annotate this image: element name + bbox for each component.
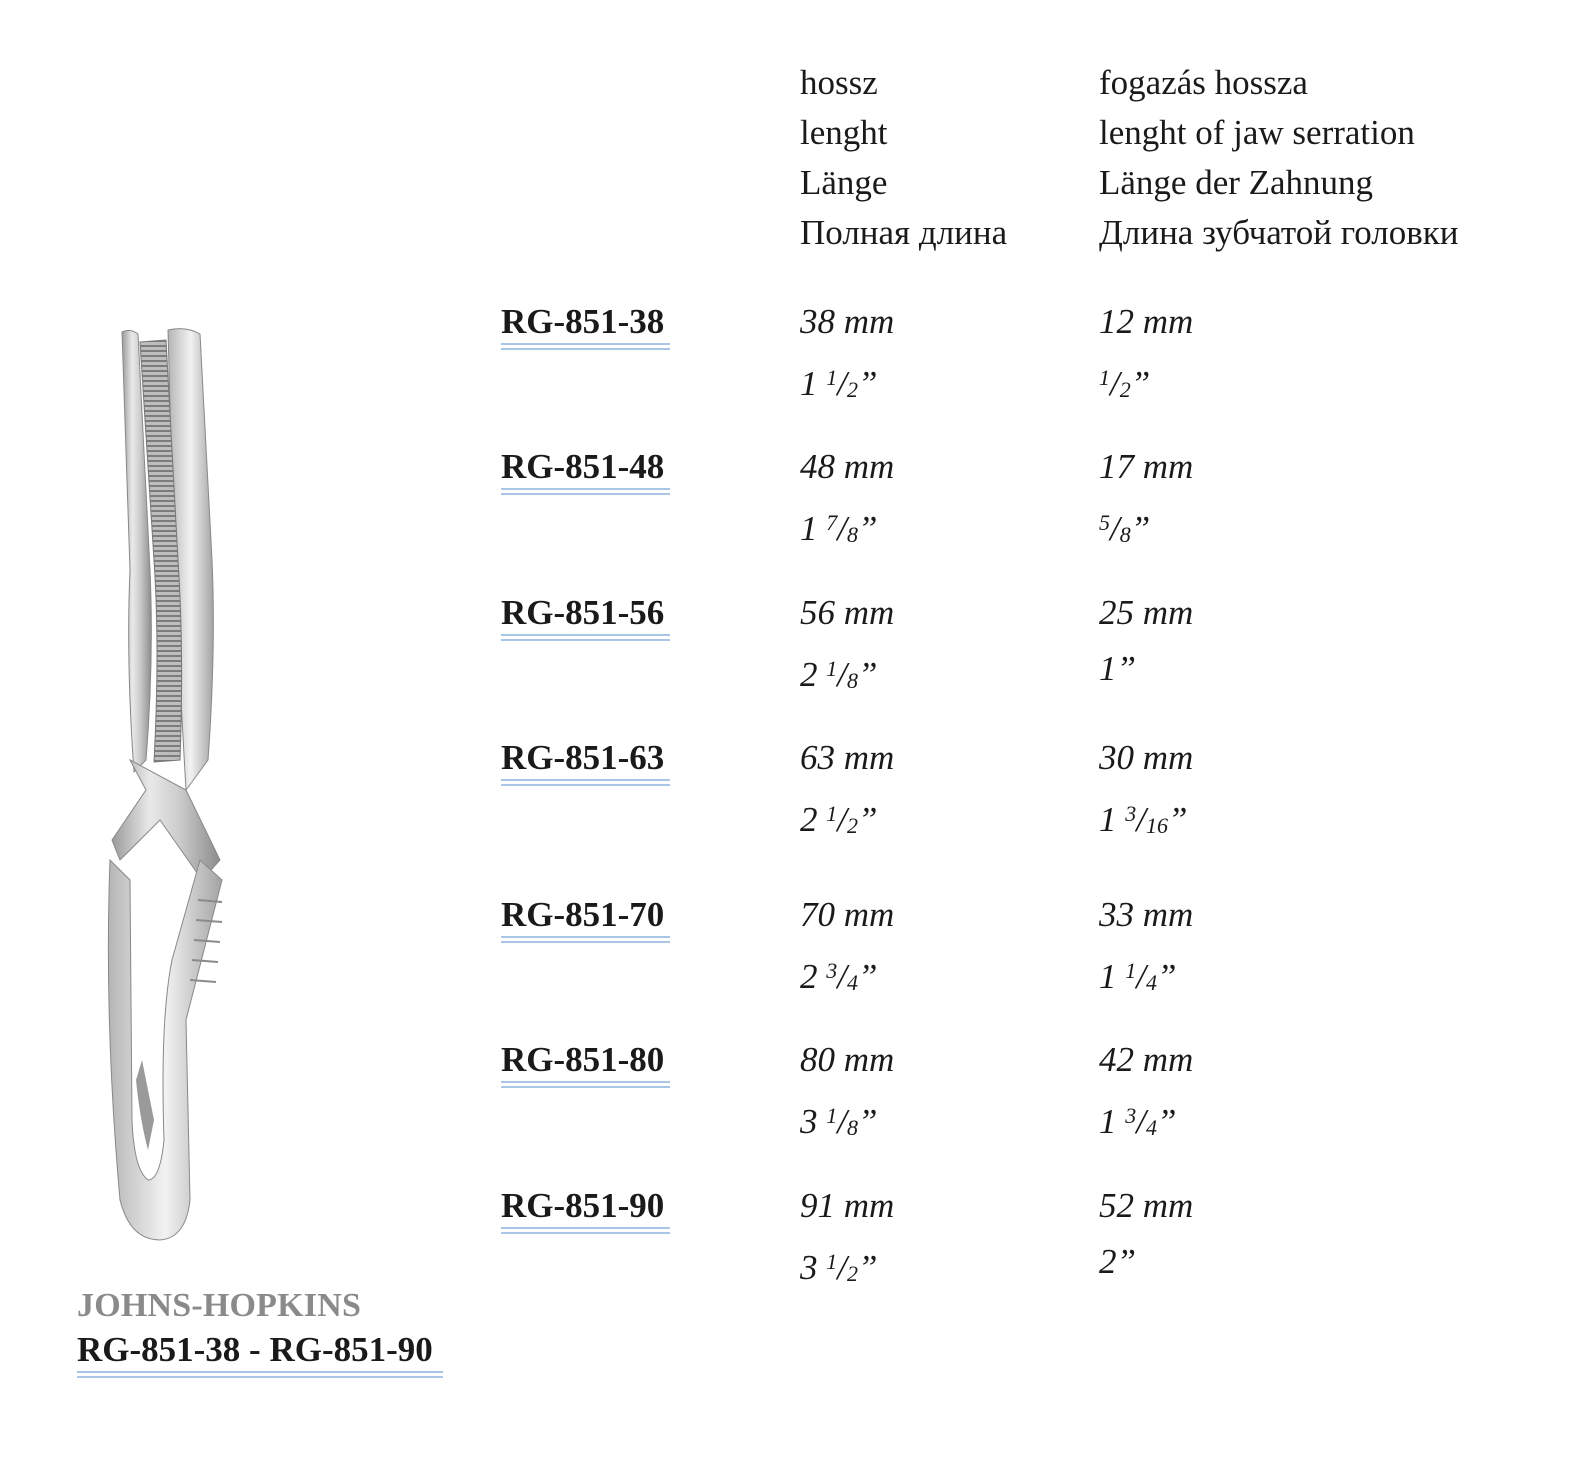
inch-denominator: 8	[1119, 522, 1131, 547]
inch-mark: ”	[1116, 1242, 1136, 1281]
serration-header-hu: fogazás hossza	[1099, 63, 1308, 102]
product-code: RG-851-48	[501, 447, 665, 486]
inch-mark: ”	[1156, 957, 1177, 996]
length-header-ru: Полная длина	[800, 213, 1008, 252]
inch-whole: 2	[1099, 1242, 1117, 1281]
inch-whole: 1	[1099, 957, 1117, 996]
inch-numerator: 5	[1099, 510, 1110, 535]
inch-mark: ”	[1156, 1102, 1177, 1141]
length-mm: 63 mm	[800, 738, 895, 777]
serration-header-ru: Длина зубчатой головки	[1099, 213, 1459, 252]
product-code: RG-851-63	[501, 738, 665, 777]
inch-mark: ”	[1130, 509, 1151, 548]
serration-inch: 1 $^3/_4$”	[1099, 1102, 1177, 1141]
product-code-block	[501, 895, 670, 945]
length-mm: 48 mm	[800, 447, 895, 486]
length-inch: 2 $^1/_8$”	[800, 655, 878, 694]
length-mm: 80 mm	[800, 1040, 895, 1079]
product-code-underline	[501, 778, 670, 788]
product-code-underline	[501, 935, 670, 945]
length-header-en: lenght	[800, 113, 888, 152]
inch-numerator: 1	[826, 1249, 838, 1274]
inch-numerator: 1	[826, 801, 838, 826]
inch-denominator: 4	[1145, 1115, 1157, 1140]
product-code-block	[501, 447, 670, 497]
length-mm: 56 mm	[800, 593, 895, 632]
serration-mm: 33 mm	[1099, 895, 1194, 934]
inch-whole: 1	[1099, 649, 1117, 688]
length-inch: 1 $^7/_8$”	[800, 509, 878, 548]
product-family: JOHNS-HOPKINS	[77, 1287, 362, 1324]
inch-denominator: 16	[1145, 813, 1168, 838]
product-code-underline	[501, 1226, 670, 1236]
inch-mark: ”	[857, 800, 878, 839]
inch-mark: ”	[857, 364, 878, 403]
length-mm: 91 mm	[800, 1186, 895, 1225]
product-code: RG-851-90	[501, 1186, 665, 1225]
serration-inch: $^1/_2$”	[1099, 364, 1151, 403]
inch-mark: ”	[857, 655, 878, 694]
inch-whole: 1	[800, 509, 818, 548]
length-mm: 70 mm	[800, 895, 895, 934]
inch-denominator: 2	[846, 1261, 858, 1286]
inch-numerator: 1	[826, 365, 838, 390]
inch-numerator: 1	[826, 656, 838, 681]
product-range-underline	[77, 1370, 443, 1380]
product-code: RG-851-80	[501, 1040, 665, 1079]
length-inch: 2 $^1/_2$”	[800, 800, 878, 839]
inch-denominator: 2	[1119, 377, 1131, 402]
serration-mm: 12 mm	[1099, 302, 1194, 341]
inch-whole: 1	[1099, 1102, 1117, 1141]
inch-mark: ”	[857, 1102, 878, 1141]
inch-denominator: 8	[846, 668, 858, 693]
serration-inch	[1099, 1242, 1136, 1282]
product-code-block	[501, 1186, 670, 1236]
inch-numerator: 1	[1099, 365, 1110, 390]
serration-inch: 1 $^1/_4$”	[1099, 957, 1177, 996]
length-header-hu: hossz	[800, 63, 878, 102]
serration-header	[1099, 58, 1459, 258]
inch-denominator: 8	[846, 522, 858, 547]
inch-numerator: 7	[826, 510, 838, 535]
serration-mm: 17 mm	[1099, 447, 1194, 486]
inch-denominator: 4	[846, 970, 858, 995]
inch-whole: 3	[800, 1248, 818, 1287]
length-inch: 3 $^1/_8$”	[800, 1102, 878, 1141]
inch-whole: 3	[800, 1102, 818, 1141]
product-code: RG-851-70	[501, 895, 665, 934]
inch-mark: ”	[1167, 800, 1188, 839]
length-mm: 38 mm	[800, 302, 895, 341]
serration-inch: $^5/_8$”	[1099, 509, 1151, 548]
product-code-underline	[501, 487, 670, 497]
product-code-block	[501, 738, 670, 788]
inch-mark: ”	[1130, 364, 1151, 403]
product-code: RG-851-38	[501, 302, 665, 341]
product-code-block	[501, 302, 670, 352]
product-code: RG-851-56	[501, 593, 665, 632]
serration-mm: 52 mm	[1099, 1186, 1194, 1225]
inch-whole: 1	[800, 364, 818, 403]
product-code-underline	[501, 633, 670, 643]
inch-numerator: 1	[1125, 958, 1137, 983]
inch-mark: ”	[857, 1248, 878, 1287]
inch-numerator: 3	[1125, 801, 1137, 826]
length-inch: 2 $^3/_4$”	[800, 957, 878, 996]
product-code-underline	[501, 1080, 670, 1090]
product-code-block	[501, 593, 670, 643]
inch-denominator: 2	[846, 377, 858, 402]
product-code-block	[501, 1040, 670, 1090]
product-code-underline	[501, 342, 670, 352]
serration-mm: 25 mm	[1099, 593, 1194, 632]
inch-mark: ”	[1116, 649, 1136, 688]
length-header	[800, 58, 1007, 258]
inch-numerator: 3	[1125, 1103, 1137, 1128]
serration-inch: 1 $^3/_{16}$”	[1099, 800, 1188, 839]
inch-mark: ”	[857, 509, 878, 548]
serration-inch	[1099, 649, 1136, 689]
inch-denominator: 2	[846, 813, 858, 838]
inch-numerator: 3	[826, 958, 838, 983]
inch-denominator: 4	[1145, 970, 1157, 995]
product-range: RG-851-38 - RG-851-90	[77, 1330, 433, 1369]
inch-mark: ”	[857, 957, 878, 996]
inch-whole: 1	[1099, 800, 1117, 839]
inch-denominator: 8	[846, 1115, 858, 1140]
product-range-block	[77, 1330, 443, 1380]
length-header-de: Länge	[800, 163, 888, 202]
serration-mm: 42 mm	[1099, 1040, 1194, 1079]
serration-mm: 30 mm	[1099, 738, 1194, 777]
inch-whole: 2	[800, 655, 818, 694]
length-inch: 3 $^1/_2$”	[800, 1248, 878, 1287]
inch-whole: 2	[800, 957, 818, 996]
inch-whole: 2	[800, 800, 818, 839]
serration-header-en: lenght of jaw serration	[1099, 113, 1415, 152]
serration-header-de: Länge der Zahnung	[1099, 163, 1374, 202]
length-inch: 1 $^1/_2$”	[800, 364, 878, 403]
bulldog-clamp-illustration	[90, 320, 250, 1250]
inch-numerator: 1	[826, 1103, 838, 1128]
